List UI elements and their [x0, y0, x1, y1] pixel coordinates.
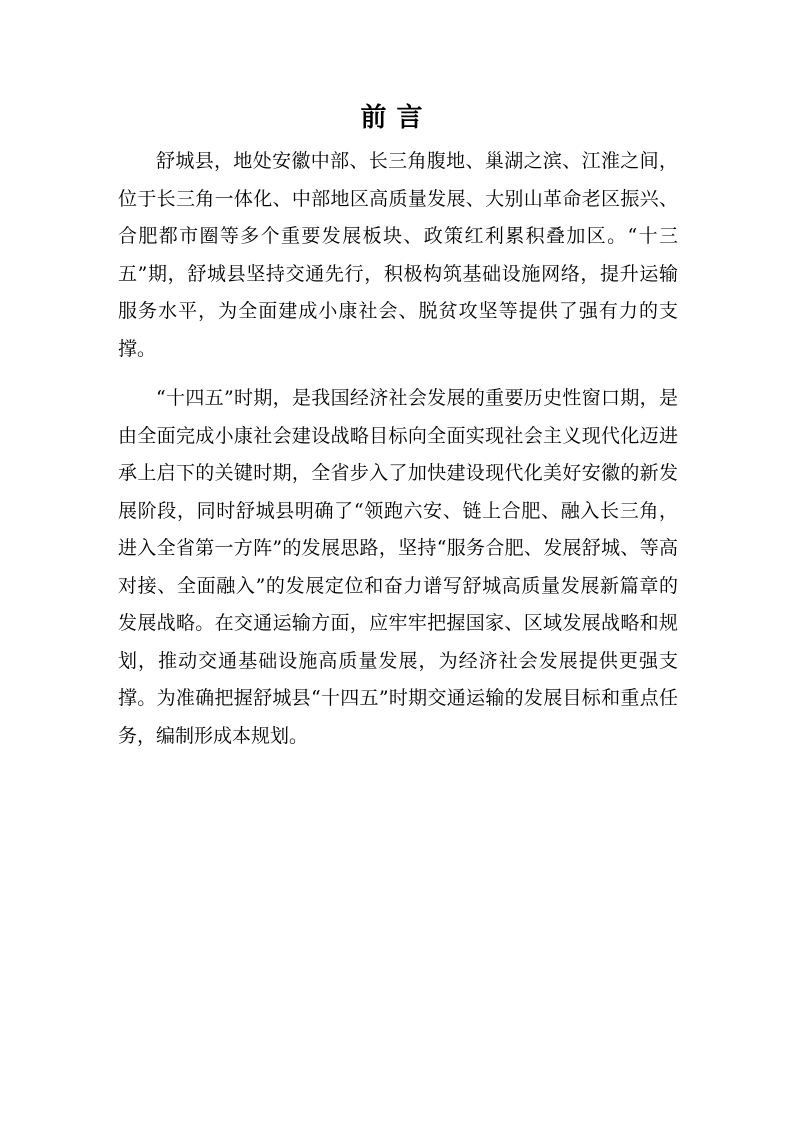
paragraph-2: “十四五”时期，是我国经济社会发展的重要历史性窗口期，是由全面完成小康社会建设战略目标向全面实现社会主义现代化迈进承上启下的关键时期，全省步入了加快建设现代化美好安徽的新发展阶段，同时舒城县明确了“领跑六安、链上合肥、融入长三角，进入全省第一方阵”的发展思路，坚持“服务合肥、发展舒城、等高对接、全面融入”的发展定位和奋力谱写舒城高质量发展新篇章的发展战略。在交通运输方面，应牢牢把握国家、区域发展战略和规划，推动交通基础设施高质量发展，为经济社会发展提供更强支撑。为准确把握舒城县“十四五”时期交通运输的发展目标和重点任务，编制形成本规划。 [118, 387, 678, 747]
paragraph-1: 舒城县，地处安徽中部、长三角腹地、巢湖之滨、江淮之间，位于长三角一体化、中部地区高质量发展、大别山革命老区振兴、合肥都市圈等多个重要发展板块、政策红利累积叠加区。“十三五”期，舒城县坚持交通先行，积极构筑基础设施网络，提升运输服务水平，为全面建成小康社会、脱贫攻坚等提供了强有力的支撑。 [118, 150, 678, 360]
document-body [118, 143, 678, 755]
page-title: 前言 [360, 103, 433, 133]
